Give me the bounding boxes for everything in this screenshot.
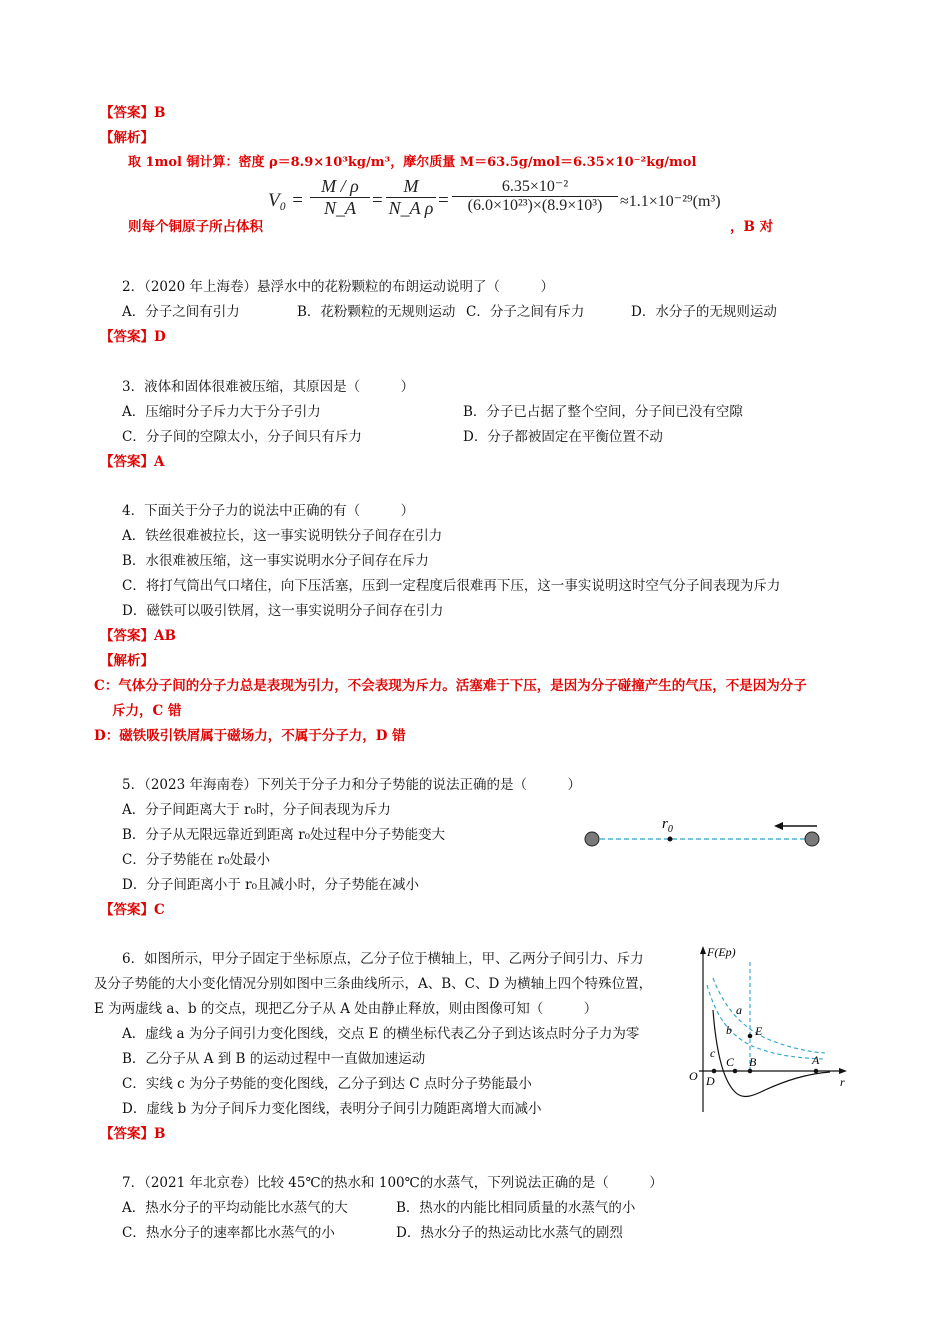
q1-analysis-label: 【解析】	[100, 130, 154, 146]
q6-point-c	[733, 1069, 738, 1074]
q4-answer: 【答案】AB	[100, 628, 176, 644]
f2-num: M	[403, 176, 419, 196]
formula-eq1: =	[372, 190, 383, 211]
q6-y-arrow-icon	[700, 946, 706, 954]
q6-point-a	[814, 1069, 819, 1074]
q3-option-b: B．分子已占据了整个空间，分子间已没有空隙	[463, 404, 743, 420]
q6-origin-label: O	[689, 1069, 698, 1083]
q2-option-c: C．分子之间有斥力	[466, 304, 585, 320]
q7-option-d: D．热水分子的热运动比水蒸气的剧烈	[396, 1225, 623, 1241]
q6-label-a: a	[736, 1003, 742, 1017]
q6-label-bpt: B	[749, 1055, 757, 1069]
q4-analysis-label: 【解析】	[100, 653, 154, 669]
q6-answer: 【答案】B	[100, 1126, 166, 1142]
q4-option-b: B．水很难被压缩，这一事实说明水分子间存在斥力	[122, 553, 429, 569]
q6-option-d: D．虚线 b 为分子间斥力变化图线，表明分子间引力随距离增大而减小	[122, 1101, 542, 1117]
q2-option-d: D．水分子的无规则运动	[631, 304, 777, 320]
q5-molecule-left	[585, 832, 599, 846]
q4-analysis-line3: D：磁铁吸引铁屑属于磁场力，不属于分子力，D 错	[94, 728, 406, 744]
q2-stem: 2．（2020 年上海卷）悬浮水中的花粉颗粒的布朗运动说明了（ ）	[122, 279, 554, 295]
q1-formula	[268, 176, 808, 228]
q1-analysis-line1: 取 1mol 铜计算：密度 ρ＝8.9×10³kg/m³，摩尔质量 M＝63.5g/mol＝6.35×10⁻²kg/mol	[128, 155, 697, 170]
f3-den: (6.0×10²³)×(8.9×10³)	[452, 196, 618, 215]
f1-den: N_A	[310, 197, 370, 219]
q3-stem: 3．液体和固体很难被压缩，其原因是（ ）	[122, 379, 415, 395]
q5-option-c: C．分子势能在 r₀处最小	[122, 852, 270, 868]
q3-answer: 【答案】A	[100, 454, 165, 470]
q5-figure	[580, 810, 830, 855]
q6-point-d	[712, 1069, 717, 1074]
q6-y-label: F(Ep)	[707, 945, 736, 959]
q6-option-c: C．实线 c 为分子势能的变化图线，乙分子到达 C 点时分子势能最小	[122, 1076, 532, 1092]
q6-option-b: B．乙分子从 A 到 B 的运动过程中一直做加速运动	[122, 1051, 426, 1067]
q4-stem: 4．下面关于分子力的说法中正确的有（ ）	[122, 503, 415, 519]
formula-eq2: =	[438, 190, 449, 211]
q6-label-c: c	[710, 1046, 716, 1060]
q7-stem: 7．（2021 年北京卷）比较 45℃的热水和 100℃的水蒸气，下列说法正确的是（ ）	[122, 1175, 663, 1191]
q1-answer: 【答案】B	[100, 105, 166, 121]
q5-r0-label: $r_0$	[662, 816, 673, 835]
q3-option-a: A．压缩时分子斥力大于分子引力	[122, 404, 321, 420]
q6-graph	[685, 940, 855, 1120]
q3-option-d: D．分子都被固定在平衡位置不动	[463, 429, 663, 445]
formula-lhs: V₀ =	[268, 190, 304, 211]
q3-option-c: C．分子间的空隙太小，分子间只有斥力	[122, 429, 362, 445]
q7-option-b: B．热水的内能比相同质量的水蒸气的小	[396, 1200, 636, 1216]
q5-stem: 5．（2023 年海南卷）下列关于分子力和分子势能的说法正确的是（ ）	[122, 777, 581, 793]
q2-answer: 【答案】D	[100, 329, 166, 345]
q6-curve-a	[713, 978, 825, 1053]
q1-analysis-line2-right: ，B 对	[730, 219, 774, 235]
q4-analysis-line2: 斥力，C 错	[112, 703, 182, 719]
formula-frac2	[386, 176, 436, 219]
f2-den: N_A ρ	[386, 197, 436, 219]
q2-option-a: A．分子之间有引力	[122, 304, 240, 320]
q6-stem-line1: 6．如图所示，甲分子固定于坐标原点，乙分子位于横轴上，甲、乙两分子间引力、斥力	[122, 951, 644, 967]
f1-num: M / ρ	[321, 176, 359, 196]
q6-label-dpt: D	[706, 1074, 715, 1088]
q4-analysis-line1: C：气体分子间的分子力总是表现为引力，不会表现为斥力。活塞难于下压，是因为分子碰撞产生的气压，不是因为分子	[94, 678, 807, 694]
formula-frac1	[310, 176, 370, 219]
q4-option-c: C．将打气筒出气口堵住，向下压活塞，压到一定程度后很难再下压，这一事实说明这时空气分子间表现为斥力	[122, 578, 781, 594]
q5-option-a: A．分子间距离大于 r₀时，分子间表现为斥力	[122, 802, 391, 818]
q4-option-a: A．铁丝很难被拉长，这一事实说明铁分子间存在引力	[122, 528, 443, 544]
formula-result: ≈1.1×10⁻²⁹(m³)	[620, 193, 721, 210]
q6-point-b	[748, 1069, 753, 1074]
q6-x-label: r	[840, 1075, 845, 1089]
q5-arrow-icon	[774, 822, 783, 830]
q5-r0-dot	[668, 837, 673, 842]
q5-option-b: B．分子从无限远靠近到距离 r₀处过程中分子势能变大	[122, 827, 446, 843]
q6-curve-b	[707, 985, 823, 1059]
q5-answer: 【答案】C	[100, 902, 165, 918]
q6-label-apt: A	[812, 1053, 820, 1067]
q4-option-d: D．磁铁可以吸引铁屑，这一事实说明分子间存在引力	[122, 603, 444, 619]
q6-label-b: b	[726, 1023, 732, 1037]
formula-frac3	[452, 176, 618, 215]
q7-option-c: C．热水分子的速率都比水蒸气的小	[122, 1225, 335, 1241]
q5-option-d: D．分子间距离小于 r₀且减小时，分子势能在减小	[122, 877, 419, 893]
q6-option-a: A．虚线 a 为分子间引力变化图线，交点 E 的横坐标代表乙分子到达该点时分子力为零	[122, 1026, 640, 1042]
q6-label-cpt: C	[726, 1055, 735, 1069]
q1-analysis-line2-left: 则每个铜原子所占体积	[128, 219, 263, 235]
q6-stem-line3: E 为两虚线 a、b 的交点，现把乙分子从 A 处由静止释放，则由图像可知（ ）	[94, 1001, 598, 1017]
q7-option-a: A．热水分子的平均动能比水蒸气的大	[122, 1200, 348, 1216]
q6-stem-line2: 及分子势能的大小变化情况分别如图中三条曲线所示，A、B、C、D 为横轴上四个特殊位置，	[94, 976, 653, 992]
q5-molecule-right	[805, 832, 819, 846]
q6-x-arrow-icon	[839, 1068, 847, 1074]
q6-point-e	[748, 1034, 753, 1039]
f3-num: 6.35×10⁻²	[501, 178, 569, 195]
q6-label-e: E	[755, 1024, 763, 1038]
q2-option-b: B．花粉颗粒的无规则运动	[297, 304, 456, 320]
